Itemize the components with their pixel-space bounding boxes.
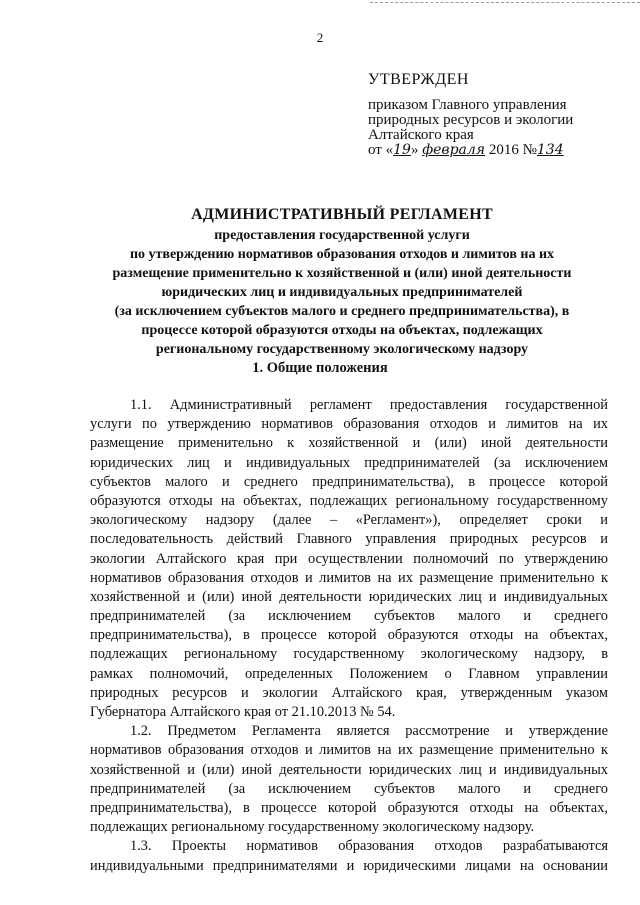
body-text bbox=[90, 396, 608, 876]
approval-region-line: Алтайского края bbox=[368, 127, 474, 143]
paragraph-1-1-line: 1.1. Административный регламент предоставления государственной bbox=[130, 397, 608, 413]
title-line: по утверждению нормативов образования отходов и лимитов на их bbox=[129, 247, 555, 262]
date-mid: » bbox=[410, 142, 423, 158]
paragraph-1-1-line: юридических лиц и индивидуальных предпринимателей (за исключением bbox=[90, 454, 608, 471]
approval-order-line: приказом Главного управления bbox=[368, 97, 567, 113]
paragraph-1-1-line: субъектов малого и среднего предпринимательства), в процессе которой bbox=[90, 473, 608, 490]
order-number-handwritten: 134 bbox=[536, 142, 564, 158]
approval-date-line bbox=[368, 143, 628, 158]
paragraph-1-1-line: подлежащих региональному государственному экологическому надзору, в bbox=[90, 646, 608, 663]
approval-authority-line: природных ресурсов и экологии bbox=[368, 112, 574, 128]
paragraph-1-1-line: нормативов образования отходов и лимитов на их размещение применительно к bbox=[90, 569, 608, 586]
paragraph-1-2-line: нормативов образования отходов и лимитов на их размещение применительно к bbox=[90, 742, 608, 759]
title-line: размещение применительно к хозяйственной и (или) иной деятельности bbox=[112, 266, 572, 281]
title-line: процессе которой образуются отходы на объектах, подлежащих bbox=[141, 323, 543, 338]
paragraph-1-1-line: предпринимателей (за исключением субъектов малого и среднего bbox=[90, 608, 608, 625]
paragraph-1-3-line: 1.3. Проекты нормативов образования отходов разрабатываются bbox=[130, 838, 608, 855]
paragraph-1-3-line: индивидуальными предпринимателями и юридическими лицами на основании bbox=[90, 857, 608, 874]
paragraph-1-2-line: предпринимательства), в процессе которой образуются отходы на объектах, bbox=[90, 799, 608, 816]
approved-heading: УТВЕРЖДЕН bbox=[368, 71, 469, 88]
paragraph-1-1-line: хозяйственной и (или) иной деятельности юридических лиц и индивидуальных bbox=[90, 588, 608, 605]
title-line: юридических лиц и индивидуальных предпринимателей bbox=[161, 285, 523, 300]
date-month-handwritten: февраля bbox=[422, 142, 486, 158]
date-prefix: от « bbox=[368, 142, 394, 158]
page-number: 2 bbox=[316, 30, 324, 45]
paragraph-1-1-line: рамках полномочий, определенных Положением о Главном управлении bbox=[90, 665, 608, 682]
paragraph-1-2-line: подлежащих региональному государственному экологическому надзору. bbox=[90, 819, 535, 836]
paragraph-1-1-line: размещение применительно к хозяйственной и (или) иной деятельности bbox=[90, 435, 608, 452]
paragraph-1-1-line: природных ресурсов и экологии Алтайского края, утвержденным указом bbox=[90, 684, 608, 701]
paragraph-1-1-line: услуги по утверждению нормативов образования отходов и лимитов на их bbox=[90, 416, 608, 433]
paragraph-1-1-line: Губернатора Алтайского края от 21.10.2013 № 54. bbox=[90, 704, 396, 720]
document-title: АДМИНИСТРАТИВНЫЙ РЕГЛАМЕНТ bbox=[191, 206, 493, 223]
paragraph-1-2-line: 1.2. Предметом Регламента является рассмотрение и утверждение bbox=[130, 723, 608, 740]
page-top-border bbox=[370, 2, 640, 3]
date-day-handwritten: 19 bbox=[393, 142, 411, 158]
paragraph-1-1-line: последовательность действий Главного управления природных ресурсов и bbox=[90, 531, 608, 548]
title-line: предоставления государственной услуги bbox=[214, 228, 470, 243]
section-heading: 1. Общие положения bbox=[252, 360, 388, 376]
approval-stamp-block bbox=[368, 72, 628, 158]
paragraph-1-2-line: хозяйственной и (или) иной деятельности юридических лиц и индивидуальных bbox=[90, 761, 608, 778]
paragraph-1-1-line: экологическому надзору (далее – «Регламент»), определяет сроки и bbox=[90, 512, 608, 529]
document-title-block bbox=[100, 205, 584, 359]
title-line: региональному государственному экологическому надзору bbox=[155, 342, 529, 357]
title-line: (за исключением субъектов малого и среднего предпринимательства), в bbox=[114, 304, 570, 319]
paragraph-1-1-line: образуются отходы на объектах, подлежащих региональному государственному bbox=[90, 492, 608, 509]
paragraph-1-1-line: экологии Алтайского края при осуществлении полномочий по утверждению bbox=[90, 550, 608, 567]
paragraph-1-1-line: предпринимательства), в процессе которой образуются отходы на объектах, bbox=[90, 627, 608, 644]
date-year: 2016 № bbox=[485, 142, 537, 158]
paragraph-1-2-line: предпринимателей (за исключением субъектов малого и среднего bbox=[90, 780, 608, 797]
